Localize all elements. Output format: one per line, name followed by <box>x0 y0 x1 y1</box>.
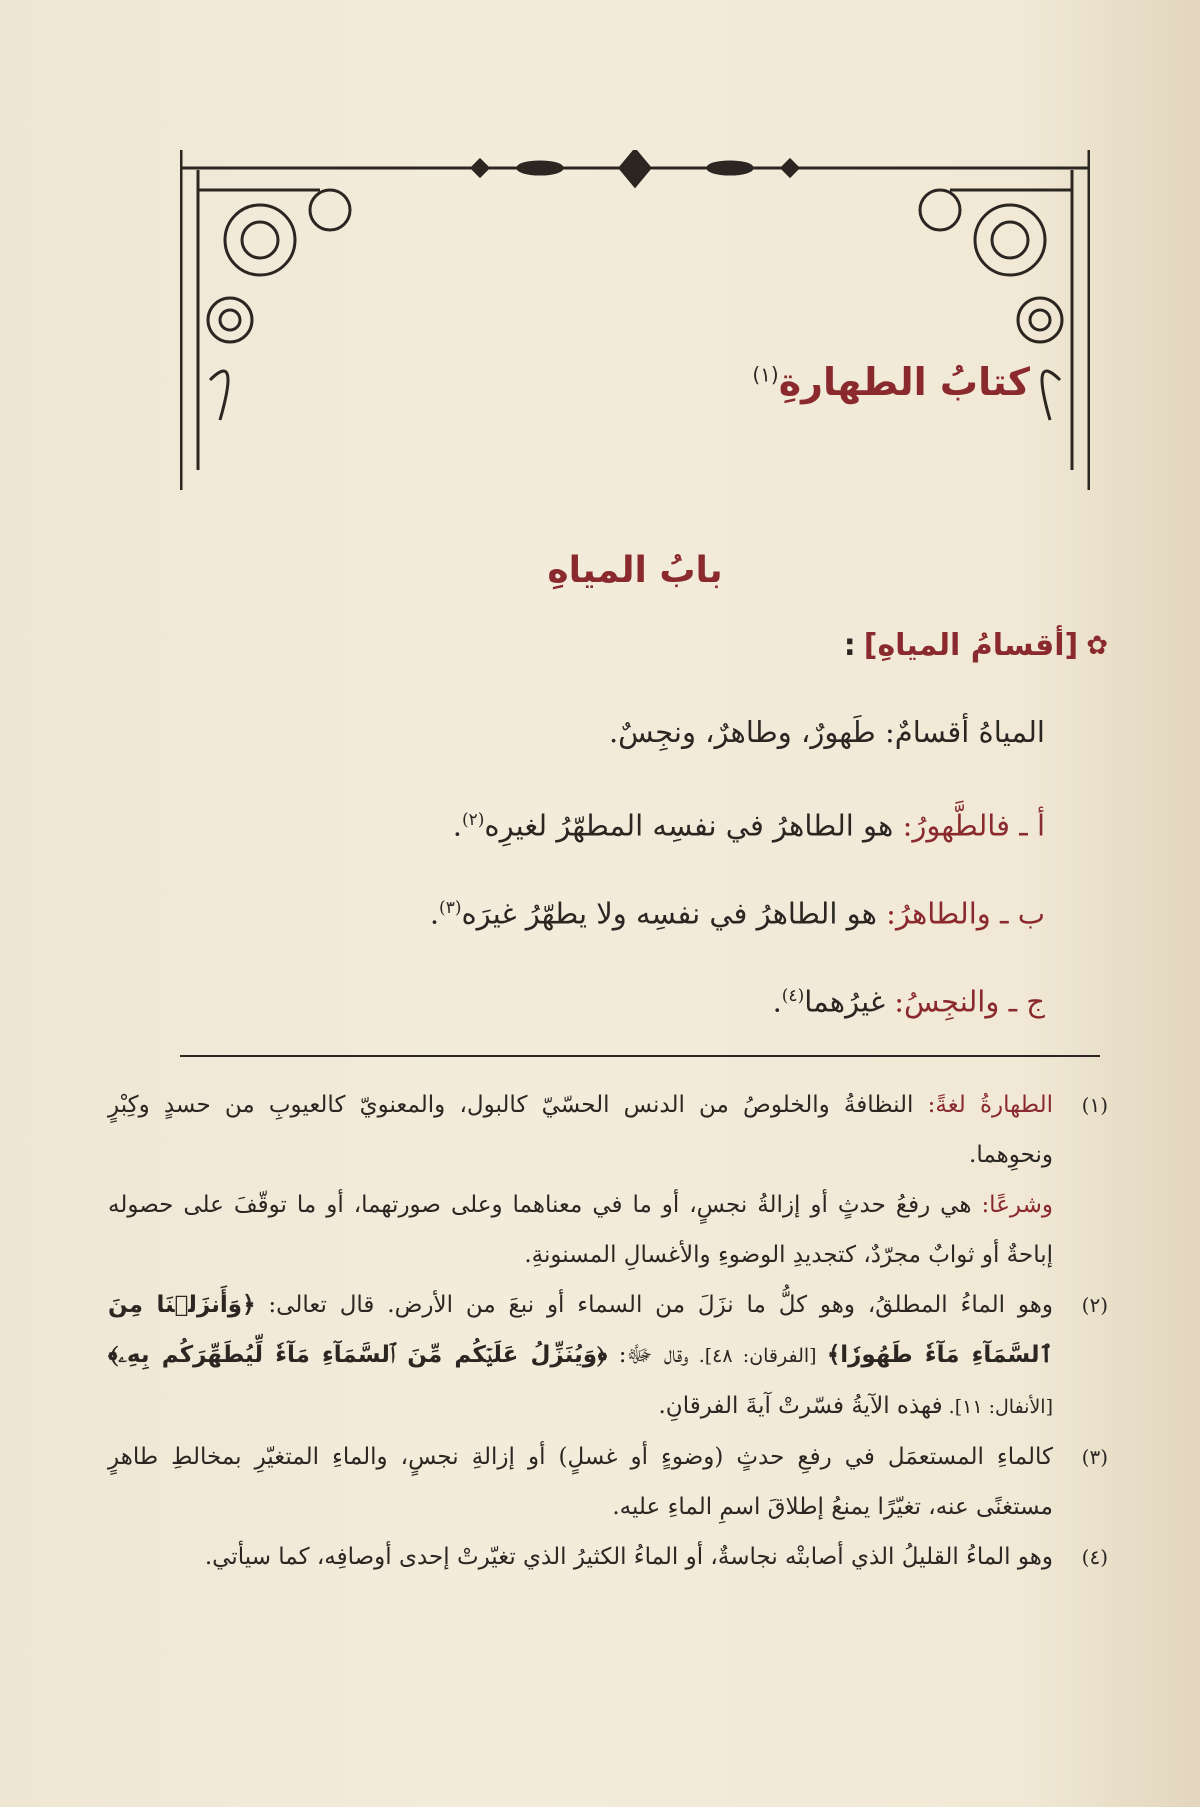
footnote-2 <box>108 1280 1108 1432</box>
footnote-ref: (٤) <box>781 986 805 1006</box>
footnote-ref: (٢) <box>461 810 485 830</box>
flower-bullet-icon: ✿ <box>1086 630 1108 661</box>
book-title-text: كتابُ الطهارةِ <box>778 360 1030 404</box>
body-line-2 <box>453 800 1045 846</box>
footnote-text: فهذه الآيةُ فسّرتْ آيةَ الفرقانِ. <box>658 1393 943 1419</box>
body-line-text: هو الطاهرُ في نفسِه ولا يطهّرُ غيرَه <box>461 896 887 931</box>
footnote-1 <box>108 1080 1108 1280</box>
body-line-text: غيرُهما <box>804 984 895 1019</box>
verse-reference: [الأنفال: ١١]. <box>942 1396 1053 1418</box>
book-title <box>250 360 1030 404</box>
body-line-term: ب ـ والطاهرُ: <box>886 896 1045 931</box>
frame-ornament <box>180 150 1090 490</box>
chapter-title: بابُ المياهِ <box>547 550 723 591</box>
ornamental-frame <box>180 150 1090 490</box>
footnote-text: وقال ﷻ: <box>607 1342 689 1368</box>
body-line-end: . <box>452 808 462 843</box>
body-line-1 <box>609 712 1045 752</box>
quran-verse: ﴿وَيُنَزِّلُ عَلَيۡكُم مِّنَ ٱلسَّمَآءِ مَآءٗ لِّيُطَهِّرَكُم بِهِۦ﴾ <box>108 1342 608 1368</box>
footnote-ref: (٣) <box>439 898 462 918</box>
footnote-text: هي رفعُ حدثٍ أو إزالةُ نجسٍ، أو ما في معناهما وعلى صورتهما، أو ما توقّفَ على حصوله إباحةٌ أو ثوابٌ مجرّدٌ، كتجديدِ الوضوءِ والأغسالِ المسنونةِ. <box>108 1192 1053 1268</box>
body-line-term: أ ـ فالطَّهورُ: <box>902 808 1045 843</box>
footnote-number: ( ٢ ) <box>1082 1280 1108 1330</box>
verse-reference: [الفرقان: ٤٨]. <box>688 1345 827 1367</box>
footnotes <box>108 1080 1108 1582</box>
footnote-number: ( ٤ ) <box>1082 1532 1108 1582</box>
footnote-term: وشرعًا: <box>981 1192 1053 1218</box>
footnote-text: النظافةُ والخلوصُ من الدنس الحسّيّ كالبول، والمعنويّ كالعيوبِ من حسدٍ وكِبْرٍ ونحوِهما. <box>108 1092 1053 1168</box>
body-line-end: . <box>429 896 440 931</box>
book-title-footnote-ref: (١) <box>752 362 779 387</box>
body-line-text: هو الطاهرُ في نفسِه المطهّرُ لغيرِه <box>484 808 903 843</box>
footnote-text: وهو الماءُ المطلقُ، وهو كلُّ ما نزَلَ من السماء أو نبعَ من الأرض. قال تعالى: <box>255 1292 1053 1318</box>
body-line-end: . <box>772 984 782 1019</box>
body-line-3 <box>430 888 1045 934</box>
section-heading <box>844 628 1108 663</box>
footnote-4 <box>108 1532 1108 1582</box>
footnote-term: الطهارةُ لغةً: <box>927 1092 1054 1118</box>
body-line-4 <box>773 976 1045 1022</box>
footnote-text: كالماءِ المستعمَل في رفعِ حدثٍ (وضوءٍ أو غسلٍ) أو إزالةِ نجسٍ، والماءِ المتغيّرِ بمخالطِ طاهرٍ مستغنًى عنه، تغيّرًا يمنعُ إطلاقَ اسمِ الماءِ عليه. <box>108 1444 1053 1520</box>
quran-verse: ﴿وَأَنزَلۡنَا مِنَ ٱلسَّمَآءِ مَآءٗ طَهُورٗا﴾ <box>108 1292 1054 1368</box>
footnote-number: ( ١ ) <box>1082 1080 1108 1130</box>
section-colon: : <box>843 628 856 663</box>
footnote-3 <box>108 1432 1108 1532</box>
section-heading-text: [أقسامُ المياهِ] <box>863 628 1079 663</box>
footnote-text: وهو الماءُ القليلُ الذي أصابتْه نجاسةٌ، أو الماءُ الكثيرُ الذي تغيّرتْ إحدى أوصافِه، كما سيأتي. <box>204 1544 1053 1570</box>
footnote-number: ( ٣ ) <box>1082 1432 1108 1482</box>
body-line-term: ج ـ والنجِسُ: <box>894 984 1045 1019</box>
body-line-text: المياهُ أقسامٌ: طَهورٌ، وطاهرٌ، ونجِسٌ. <box>608 715 1045 749</box>
footnote-divider <box>180 1055 1100 1057</box>
